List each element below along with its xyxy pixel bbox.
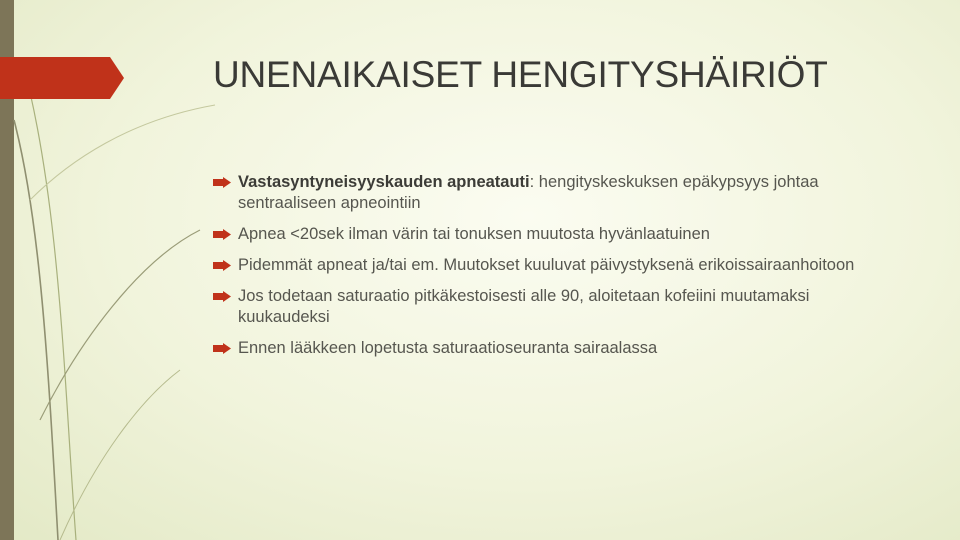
arrow-bullet-icon [213, 260, 231, 271]
bullet-list [213, 172, 893, 369]
bullet-lead: Vastasyntyneisyyskauden apneatauti [238, 173, 530, 191]
accent-tab [0, 57, 124, 99]
arrow-bullet-icon [213, 343, 231, 354]
arrow-bullet-icon [213, 177, 231, 188]
bullet-text: Ennen lääkkeen lopetusta saturaatioseuranta sairaalassa [238, 339, 658, 357]
bullet-item [213, 255, 893, 276]
bullet-text: Jos todetaan saturaatio pitkäkestoisesti alle 90, aloitetaan kofeiini muutamaksi kuukaudeksi [238, 287, 810, 326]
slide-title: UNENAIKAISET HENGITYSHÄIRIÖT [213, 54, 828, 95]
bullet-text: : hengityskeskuksen epäkypsyys johtaa sentraaliseen apneointiin [238, 173, 819, 212]
bullet-item [213, 286, 893, 328]
bullet-item [213, 172, 893, 214]
bullet-item [213, 338, 893, 359]
bullet-text: Pidemmät apneat ja/tai em. Muutokset kuuluvat päivystyksenä erikoissairaanhoitoon [238, 256, 855, 274]
bullet-text: Apnea <20sek ilman värin tai tonuksen muutosta hyvänlaatuinen [238, 225, 710, 243]
arrow-bullet-icon [213, 291, 231, 302]
bullet-item [213, 224, 893, 245]
arrow-bullet-icon [213, 229, 231, 240]
